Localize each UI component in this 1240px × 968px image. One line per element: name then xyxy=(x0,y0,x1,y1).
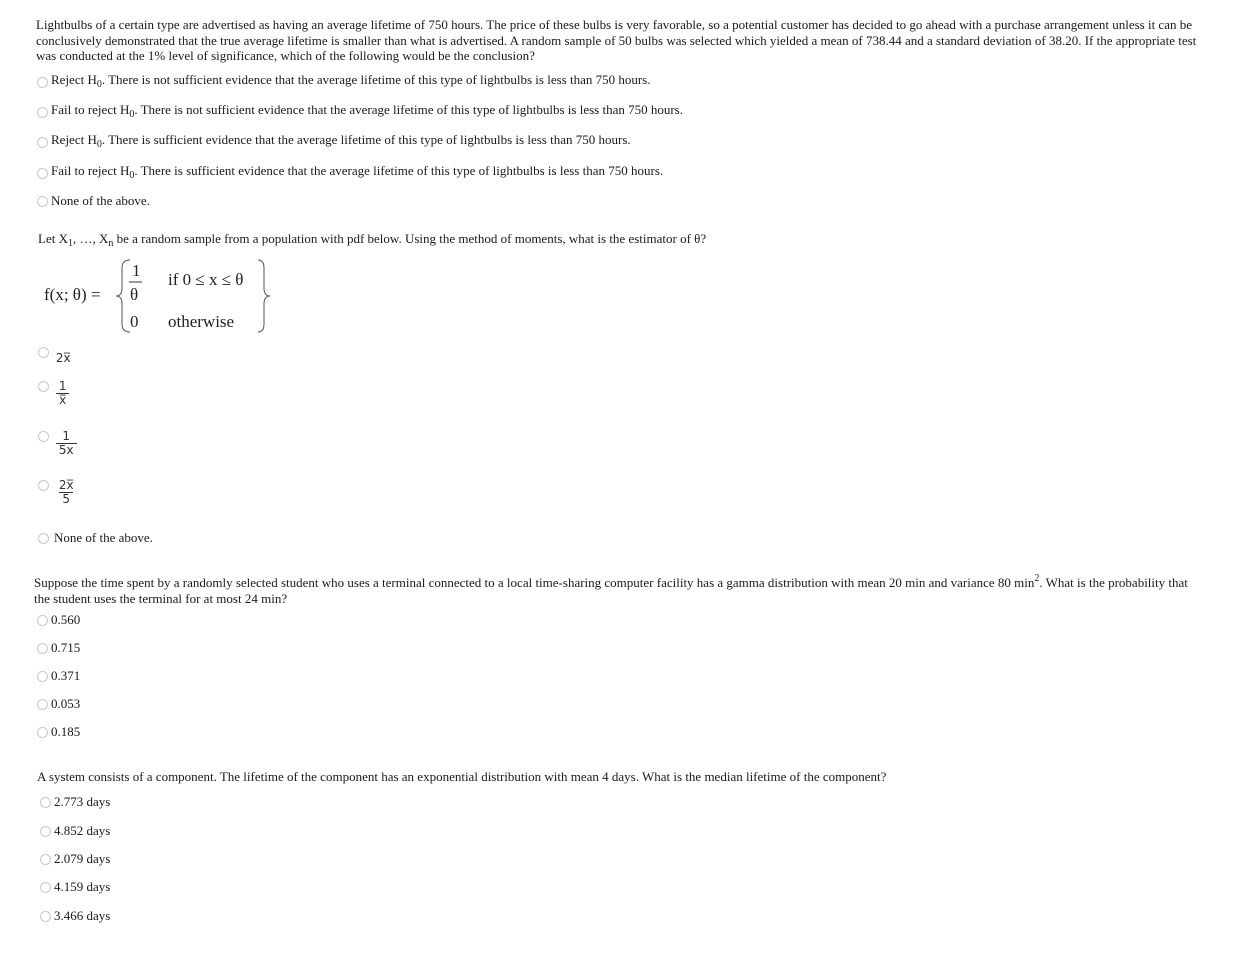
case2-value: 0 xyxy=(130,312,139,331)
radio-button[interactable] xyxy=(37,615,48,626)
q2-option-3[interactable] xyxy=(38,430,77,457)
option-label: 0.560 xyxy=(51,612,81,627)
case1-condition: if 0 ≤ x ≤ θ xyxy=(168,270,244,289)
radio-button[interactable] xyxy=(37,168,48,179)
radio-button[interactable] xyxy=(38,347,49,358)
q2-option-4[interactable] xyxy=(38,479,77,506)
option-label: None of the above. xyxy=(54,530,153,545)
question-2-stem: Let $X_1$, …, $X_n$ be a random sample from a population with pdf below. Using the method of moments, what is the estimator of θ? xyxy=(38,231,707,249)
radio-button[interactable] xyxy=(37,643,48,654)
radio-button[interactable] xyxy=(37,196,48,207)
radio-button[interactable] xyxy=(40,854,51,865)
option-label: None of the above. xyxy=(51,193,150,208)
option-label: 4.159 days xyxy=(54,879,111,894)
right-brace xyxy=(258,260,270,332)
radio-button[interactable] xyxy=(40,911,51,922)
option-label: Reject $H_0$. There is not sufficient evidence that the average lifetime of this type of lightbulbs is less than 750 hours. xyxy=(51,72,651,90)
q2-option-2[interactable] xyxy=(38,380,69,407)
q4-option-1[interactable] xyxy=(40,794,110,810)
option-label: Fail to reject $H_0$. There is not sufficient evidence that the average lifetime of this type of lightbulbs is less than 750 hours. xyxy=(51,102,683,120)
pdf-lhs: f(x; θ) = xyxy=(44,285,101,304)
radio-button[interactable] xyxy=(40,882,51,893)
option-label: 2.773 days xyxy=(54,794,111,809)
q1-option-2[interactable] xyxy=(37,102,683,123)
q1-option-1[interactable] xyxy=(37,72,650,93)
case1-numerator: 1 xyxy=(132,261,141,280)
radio-button[interactable] xyxy=(38,381,49,392)
q3-option-1[interactable] xyxy=(37,612,80,628)
left-brace xyxy=(116,260,130,332)
q4-option-3[interactable] xyxy=(40,851,110,867)
radio-button[interactable] xyxy=(40,826,51,837)
option-label: Reject $H_0$. There is sufficient evidence that the average lifetime of this type of lightbulbs is less than 750 hours. xyxy=(51,132,631,150)
q4-option-4[interactable] xyxy=(40,879,110,895)
question-4-stem: A system consists of a component. The lifetime of the component has an exponential distribution with mean 4 days. What is the median lifetime of the component? xyxy=(37,769,887,784)
q3-option-3[interactable] xyxy=(37,668,80,684)
radio-button[interactable] xyxy=(40,797,51,808)
option-fraction: $\frac{2x̅}{5}$ xyxy=(58,478,74,506)
radio-button[interactable] xyxy=(37,77,48,88)
q4-option-2[interactable] xyxy=(40,823,110,839)
q1-option-5[interactable] xyxy=(37,193,150,209)
q3-option-5[interactable] xyxy=(37,724,80,740)
pdf-formula-graphic xyxy=(44,256,284,338)
option-label: 0.053 xyxy=(51,696,81,711)
option-fraction: $\frac{1}{5x}$ xyxy=(56,430,77,457)
option-fraction: $\frac{1}{x̅}$ xyxy=(56,380,70,407)
radio-button[interactable] xyxy=(38,431,49,442)
option-label: 0.371 xyxy=(51,668,81,683)
q2-option-1[interactable] xyxy=(38,345,71,365)
case2-condition: otherwise xyxy=(168,312,235,331)
q3-option-2[interactable] xyxy=(37,640,80,656)
q1-option-4[interactable] xyxy=(37,163,663,184)
radio-button[interactable] xyxy=(38,480,49,491)
q4-option-5[interactable] xyxy=(40,908,110,924)
option-label: 0.185 xyxy=(51,724,81,739)
radio-button[interactable] xyxy=(37,137,48,148)
option-label: 3.466 days xyxy=(54,908,111,923)
q3-option-4[interactable] xyxy=(37,696,80,712)
question-3-stem: Suppose the time spent by a randomly selected student who uses a terminal connected to a local time-sharing computer facility has a gamma distribution with mean 20 min and variance 80 $\min^2$. What is the probability that the student uses the terminal for at most 24 min? xyxy=(34,573,1188,606)
radio-button[interactable] xyxy=(37,107,48,118)
option-label: 2x̅ xyxy=(55,351,71,365)
option-label: 4.852 days xyxy=(54,823,111,838)
radio-button[interactable] xyxy=(38,533,49,544)
option-label: Fail to reject $H_0$. There is sufficient evidence that the average lifetime of this type of lightbulbs is less than 750 hours. xyxy=(51,163,664,181)
option-label: 2.079 days xyxy=(54,851,111,866)
radio-button[interactable] xyxy=(37,727,48,738)
q2-option-5[interactable] xyxy=(38,530,153,546)
case1-denominator: θ xyxy=(130,285,139,304)
radio-button[interactable] xyxy=(37,671,48,682)
radio-button[interactable] xyxy=(37,699,48,710)
question-1-stem: Lightbulbs of a certain type are advertised as having an average lifetime of 750 hours. The price of these bulbs is very favorable, so a potential customer has decided to go ahead with a purchase arrangement unless it can be conclusively demonstrated that the true average lifetime is smaller than what is advertised. A random sample of 50 bulbs was selected which yielded a mean of 738.44 and a standard deviation of 38.20. If the appropriate test was conducted at the 1% level of significance, which of the following would be the conclusion? xyxy=(36,17,1197,63)
q1-option-3[interactable] xyxy=(37,132,631,153)
option-label: 0.715 xyxy=(51,640,81,655)
